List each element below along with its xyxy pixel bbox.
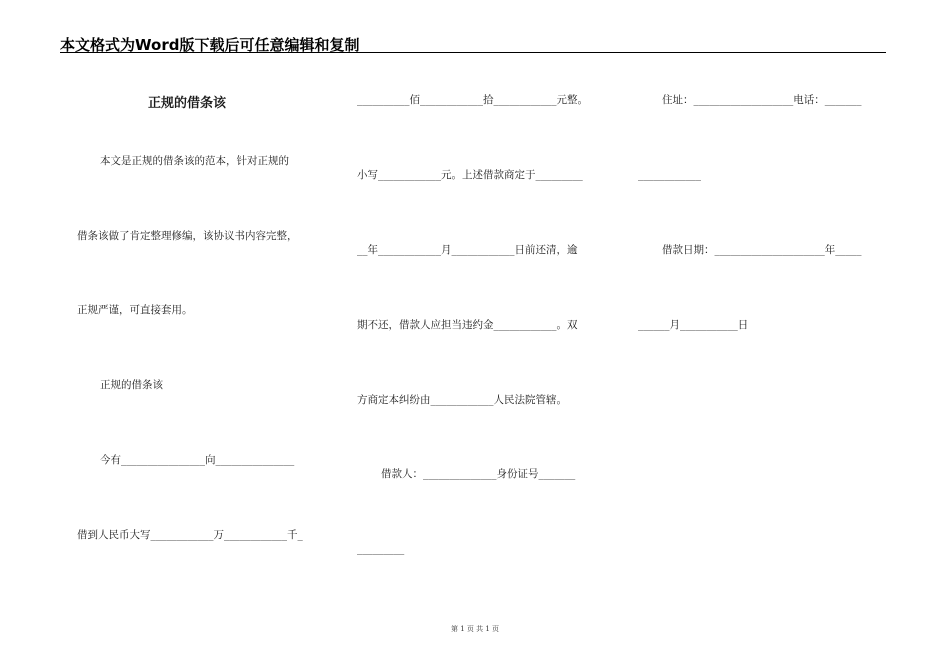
document-title: 正规的借条该 [148,96,227,111]
intro-line-3: 正规严谨，可直接套用。 [77,304,193,316]
form-heading: 正规的借条该 [100,379,163,391]
penalty-line: 期不还，借款人应担当违约金____________。双 [357,319,578,331]
loan-date-line: 借款日期：_____________________年_____ [662,244,862,256]
borrower-id-line: 借款人：______________身份证号_______ [381,468,576,480]
phone-continuation: ____________ [638,169,701,181]
header-divider [60,52,886,53]
header-banner: 本文格式为Word版下载后可任意编辑和复制 [60,36,360,54]
amount-hundreds-line: __________佰____________拾____________元整。 [357,94,588,106]
intro-line-2: 借条该做了肯定整理修编，该协议书内容完整， [77,230,298,242]
amount-numeric-line: 小写____________元。上述借款商定于_________ [357,169,583,181]
loan-date-continuation: ______月___________日 [638,319,749,331]
borrower-id-continuation: _________ [357,543,405,555]
intro-line-1: 本文是正规的借条该的范本，针对正规的 [100,155,289,167]
jurisdiction-line: 方商定本纠纷由____________人民法院管辖。 [357,394,567,406]
page-number: 第 1 页 共 1 页 [450,625,500,633]
lender-borrower-line: 今有________________向_______________ [100,454,295,466]
amount-uppercase-line: 借到人民币大写____________万____________千_ [77,529,303,541]
address-phone-line: 住址：___________________电话：_______ [662,94,862,106]
repayment-date-line: __年____________月____________日前还清，逾 [357,244,578,256]
